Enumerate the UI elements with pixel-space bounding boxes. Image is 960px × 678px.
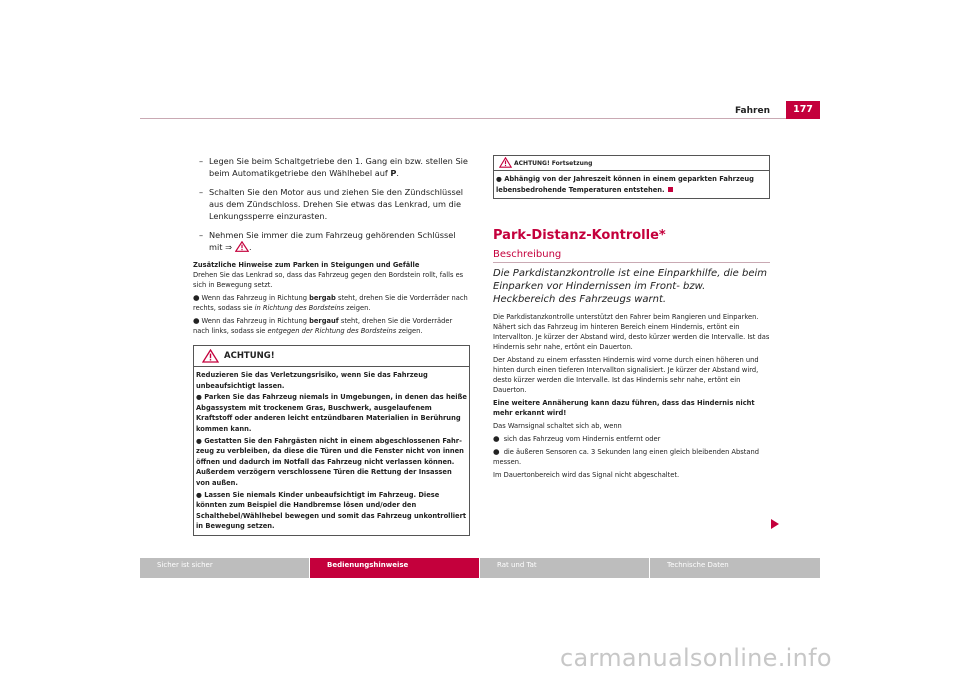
warning-item-text: Gestatten Sie den Fahrgästen nicht in einem abgeschlossenen Fahrzeug zu verbleiben, da diese die Türen und die Fenster nicht von innen öffnen und dadurch im Notfall das Fahrzeug nicht verlassen können. Außerdem verzögern verschlossene Türen die Rettung der Insassen von außen. [196, 436, 464, 487]
warning-continued-box [493, 155, 770, 199]
bullet-icon: ● [193, 293, 200, 302]
ref-tail: . [248, 242, 252, 252]
warning-lead: Reduzieren Sie das Verletzungsrisiko, wenn Sie das Fahrzeug unbeaufsichtigt lassen. [196, 371, 428, 390]
bullet-text: Wenn das Fahrzeug in Richtung [201, 317, 310, 325]
page-number: 177 [786, 101, 820, 119]
warning-header [194, 346, 469, 367]
bullet-item [493, 447, 770, 467]
bullet-italic: in Richtung des Bordsteins [254, 304, 345, 312]
chapter-title: Fahren [734, 106, 770, 116]
bullet-icon: ● [196, 393, 202, 402]
step-3 [193, 229, 470, 253]
bullet-icon: ● [496, 175, 502, 183]
paragraph: Die Parkdistanzkontrolle unterstützt den Fahrer beim Rangieren und Einparken. Nähert sich das Fahrzeug im hinteren Bereich einem Hindernis, ertönt ein Intervallton. Je kürzer der Abstand wird, desto kürzer werden die Intervalle. Ist das Hindernis sehr nahe, ertönt ein Dauerton. [493, 313, 770, 352]
bullet-text: sich das Fahrzeug vom Hindernis entfernt oder [503, 435, 661, 444]
bullet-text: die äußeren Sensoren ca. 3 Sekunden lang einen gleich bleibenden Abstand messen. [493, 448, 759, 467]
footer-tab-bedienung[interactable]: Bedienungshinweise [310, 558, 479, 578]
subsection-title: Beschreibung [493, 250, 770, 263]
bullet-icon: ● [493, 447, 500, 457]
warning-item [196, 392, 467, 434]
warning-triangle-icon [202, 349, 219, 363]
bullet-bold: bergauf [309, 317, 339, 325]
warning-item-text: Parken Sie das Fahrzeug niemals in Umgebungen, in denen das heiße Abgassystem mit trockenem Gras, Buschwerk, ausgelaufenem Kraftstoff oder anderen leicht entzündbaren Materialien in Berührung kommen kann. [196, 393, 467, 433]
warning-triangle-icon [499, 157, 512, 168]
footer-tab-rat[interactable]: Rat und Tat [480, 558, 649, 578]
warning-continued-body [494, 171, 769, 198]
subheading: Zusätzliche Hinweise zum Parken in Steigungen und Gefälle [193, 261, 420, 269]
warning-continued-header [494, 156, 769, 171]
bullet-icon: ● [493, 434, 500, 444]
section-title: Park-Distanz-Kontrolle* [493, 228, 666, 244]
right-column [493, 155, 770, 483]
ref-arrow: ⇒ [225, 242, 232, 252]
bullet-item [493, 434, 770, 444]
bullet-text: zeigen. [396, 327, 423, 335]
bullet-italic: entgegen der Richtung des Bordsteins [267, 327, 397, 335]
bullet-item [193, 316, 470, 336]
warning-item [196, 436, 467, 489]
step-dash: – [199, 187, 204, 197]
bold-paragraph: Eine weitere Annäherung kann dazu führen, dass das Hindernis nicht mehr erkannt wird! [493, 399, 755, 418]
step-text: Nehmen Sie immer die zum Fahrzeug gehörenden Schlüssel mit [209, 230, 456, 252]
warning-item [196, 490, 467, 532]
bullet-item [193, 293, 470, 313]
bullet-icon: ● [193, 316, 200, 325]
footer-tab-sicher[interactable]: Sicher ist sicher [140, 558, 309, 578]
warning-item [496, 174, 767, 195]
header-rule [140, 118, 820, 119]
bullet-bold: bergab [309, 294, 336, 302]
paragraph: Der Abstand zu einem erfassten Hindernis wird vorne durch einen höheren und hinten durch einen tieferen Intervallton signalisiert. Je kürzer der Abstand wird, desto kürzer werden die Intervalle. Ist das Hindernis sehr nahe, ertönt ein Dauerton. [493, 356, 759, 395]
warning-reference[interactable] [225, 241, 251, 253]
left-column [193, 155, 470, 536]
step-text: Legen Sie beim Schaltgetriebe den 1. Gang ein bzw. stellen Sie beim Automatikgetriebe den Wählhebel auf [209, 156, 468, 178]
step-dash: – [199, 156, 204, 166]
warning-body [194, 367, 469, 535]
warning-item-text: Abhängig von der Jahreszeit können in einem geparkten Fahrzeug lebensbedrohende Temperaturen entstehen. [496, 175, 754, 194]
gear-p: P [390, 168, 397, 178]
step-text: Schalten Sie den Motor aus und ziehen Sie den Zündschlüssel aus dem Zündschloss. Drehen Sie etwas das Lenkrad, um die Lenkungssperre einzurasten. [209, 187, 464, 221]
paragraph: Im Dauertonbereich wird das Signal nicht abgeschaltet. [493, 471, 680, 480]
footer-tab-technik[interactable]: Technische Daten [650, 558, 820, 578]
footer-nav [0, 558, 960, 578]
step-2 [193, 186, 470, 222]
bullet-text: steht, drehen Sie die Vorderräder nach rechts, sodass sie [193, 294, 468, 312]
watermark: carmanualsonline.info [560, 644, 832, 672]
warning-box [193, 345, 470, 536]
bullet-text: zeigen. [344, 304, 371, 312]
section-intro: Die Parkdistanzkontrolle ist eine Einparkhilfe, die beim Einparken vor Hindernissen im Front- bzw. Heckbereich des Fahrzeugs warnt. [493, 268, 768, 306]
warning-title: ACHTUNG! [224, 351, 275, 361]
bullet-icon: ● [196, 436, 202, 445]
step-dash: – [199, 230, 204, 240]
step-1 [193, 155, 470, 179]
warning-item-text: Lassen Sie niemals Kinder unbeaufsichtigt im Fahrzeug. Diese könnten zum Beispiel die Handbremse lösen und/oder den Schalthebel/Wählhebel bewegen und somit das Fahrzeug unkontrolliert in Bewegung setzen. [196, 490, 467, 531]
end-marker-icon [668, 187, 673, 192]
bullet-text: Wenn das Fahrzeug in Richtung [201, 294, 310, 302]
next-page-arrow-icon[interactable] [770, 518, 780, 530]
paragraph: Drehen Sie das Lenkrad so, dass das Fahrzeug gegen den Bordstein rollt, falls es sich in Bewegung setzt. [193, 271, 464, 289]
warning-continued-title: ACHTUNG! Fortsetzung [514, 160, 593, 167]
paragraph: Das Warnsignal schaltet sich ab, wenn [493, 422, 622, 431]
bullet-text: steht, drehen Sie die Vorderräder nach links, sodass sie [193, 317, 453, 335]
step-tail: . [396, 168, 400, 178]
bullet-icon: ● [196, 490, 202, 499]
warning-triangle-icon [235, 241, 249, 252]
